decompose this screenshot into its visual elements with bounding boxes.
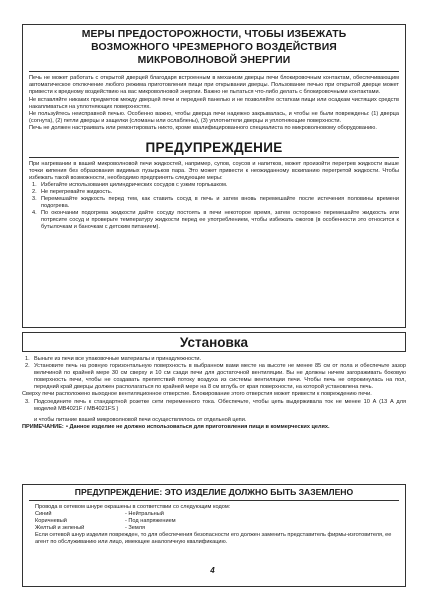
- item-number: 2.: [25, 363, 30, 370]
- installation-heading-box: [22, 332, 406, 352]
- warning-item: [29, 182, 399, 189]
- item-text: Установите печь на ровную горизонтальную поверхность в выбранном вами месте на высоте не менее 85 см от пола и обеспечьте зазор величиной по крайней мере 30 см сверху и 10 см сзади печи для достаточной вентиляции. Вы не должны ничем загораживать боковую поверхность печи, чтобы не создавать препятствий потоку воздуха из системы вентиляции печи. Чтобы печь не опрокинулась на пол, передний край дверцы должен располагаться по крайней мере на 8 см вглубь от края поверхности, на которой установлена печь.: [34, 363, 406, 391]
- warning-body: [29, 157, 399, 232]
- item-number: 3.: [25, 398, 30, 405]
- cord-replacement-note: Если сетевой шнур изделия поврежден, то для обеспечения безопасности его должен заменить представитель фирмы-изготовителя, ее агент по обслуживанию или лицо, имеющее аналогичную квалификацию.: [35, 532, 392, 546]
- item-number: 1.: [25, 356, 30, 362]
- installation-item: [22, 399, 406, 413]
- grounding-body: [29, 500, 399, 547]
- warning-intro: При нагревании в вашей микроволновой печи жидкостей, например, супов, соусов и напитков, может произойти перегрев жидкости выше точки кипения без образования видимых пузырьков пара. Это может привести к неожиданному вскипанию перегретой жидкости. Чтобы избежать такой возможности, необходимо предпринять следующие меры:: [29, 160, 399, 181]
- item-text: Выньте из печи все упаковочные материалы и принадлежности.: [34, 356, 202, 362]
- precautions-paragraph: Печь не должен настраивать или ремонтировать никто, кроме квалифицированного специалиста по микроволновому оборудованию.: [29, 125, 377, 132]
- item-text: Подсоедините печь к стандартной розетке сети переменного тока. Обеспечьте, чтобы цепь выдерживала ток не менее 10 А (13 А для моделей MB4021F / MB4021FS ): [34, 398, 406, 412]
- remark-label: ПРИМЕЧАНИЕ:: [22, 423, 64, 430]
- remark-text: • Данное изделие не должно использоваться для приготовления пищи в коммерческих целях.: [66, 423, 330, 430]
- precautions-body: [29, 71, 399, 133]
- item-number: 1.: [32, 181, 37, 188]
- wire-color: Синий: [35, 511, 52, 518]
- precautions-paragraph: Не пользуйтесь неисправной печью. Особенно важно, чтобы дверца печи надежно закрывалась, и чтобы не были повреждены: (1) дверца (согнута), (2) петли дверцы и защелки (сломаны или ослаблены), (3) уплотнители дверцы и уплотняющие поверхности.: [29, 111, 399, 125]
- circuit-note: и чтобы питание вашей микроволновой печи осуществлялось от отдельной цепи.: [34, 416, 247, 423]
- installation-list: [22, 356, 406, 391]
- precautions-title: [23, 25, 405, 71]
- vent-note: Сверху печи расположено выходное вентиляционное отверстие. Блокирование этого отверстия может привести к повреждению печи.: [22, 391, 372, 398]
- wire-color: Коричневый: [35, 518, 67, 525]
- remark: [22, 424, 406, 431]
- wire-color: Желтый и зеленый: [35, 525, 85, 532]
- precautions-title-line: МЕРЫ ПРЕДОСТОРОЖНОСТИ, ЧТОБЫ ИЗБЕЖАТЬ: [81, 29, 347, 40]
- installation-notes: [22, 417, 406, 431]
- installation-section: [22, 356, 406, 431]
- grounding-title: ПРЕДУПРЕЖДЕНИЕ: ЭТО ИЗДЕЛИЕ ДОЛЖНО БЫТЬ ЗАЗЕМЛЕНО: [74, 487, 354, 497]
- item-text: Избегайте использования цилиндрических сосудов с узким горлышком.: [41, 181, 228, 188]
- item-number: 2.: [32, 189, 37, 195]
- warning-item: [29, 210, 399, 231]
- installation-list-continued: [22, 399, 406, 413]
- wire-row: [35, 511, 399, 518]
- installation-title: Установка: [179, 335, 249, 350]
- wiring-intro: Провода в сетевом шнуре окрашены в соответствии со следующим кодом:: [35, 504, 231, 510]
- wire-row: [35, 518, 399, 525]
- item-number: 4.: [32, 210, 37, 217]
- precautions-paragraph: Не вставляйте никаких предметов между дверцей печи и передней панелью и не позволяйте остаткам пищи или осадкам чистящих средств накапливаться на уплотняющих поверхностях.: [29, 96, 399, 110]
- item-text: Не перегревайте жидкость.: [41, 189, 113, 195]
- warning-list: [29, 182, 399, 232]
- precautions-paragraph: Печь не может работать с открытой дверцей благодаря встроенным в механизм дверцы печи блокировочным контактам, обеспечивающим автоматическое отключение любого режима приготовления пищи при открывании дверцы. Пользование печью при открытой дверце может привести к вредному воздействию на вас микроволновой энергии. Важно не пытаться что-либо делать с блокировочными контактами.: [29, 75, 399, 96]
- wire-role: - Нейтральный: [125, 511, 164, 518]
- item-number: 3.: [32, 196, 37, 203]
- warning-title: ПРЕДУПРЕЖДЕНИЕ: [145, 139, 283, 155]
- warning-item: [29, 196, 399, 210]
- precautions-title-line: ВОЗМОЖНОГО ЧРЕЗМЕРНОГО ВОЗДЕЙСТВИЯ: [91, 42, 337, 53]
- precautions-title-line: МИКРОВОЛНОВОЙ ЭНЕРГИИ: [137, 55, 291, 66]
- page-number: 4: [210, 566, 215, 575]
- item-text: Перемешайте жидкость перед тем, как ставить сосуд в печь и затем вновь перемешайте после истечения половины времени подогрева.: [41, 196, 399, 210]
- item-text: По окончании подогрева жидкости дайте сосуду постоять в печи некоторое время, затем осторожно перемешайте жидкость или потрясите сосуд и проверьте температуру жидкости перед ее употреблением, чтобы избежать ожогов (в особенности это относится к бутылочкам и баночкам с детским питанием).: [41, 210, 399, 231]
- installation-item: [22, 356, 406, 363]
- wire-role: - Земля: [125, 525, 146, 532]
- precautions-box: [22, 24, 406, 328]
- installation-item: [22, 363, 406, 391]
- wire-role: - Под напряжением: [125, 518, 176, 525]
